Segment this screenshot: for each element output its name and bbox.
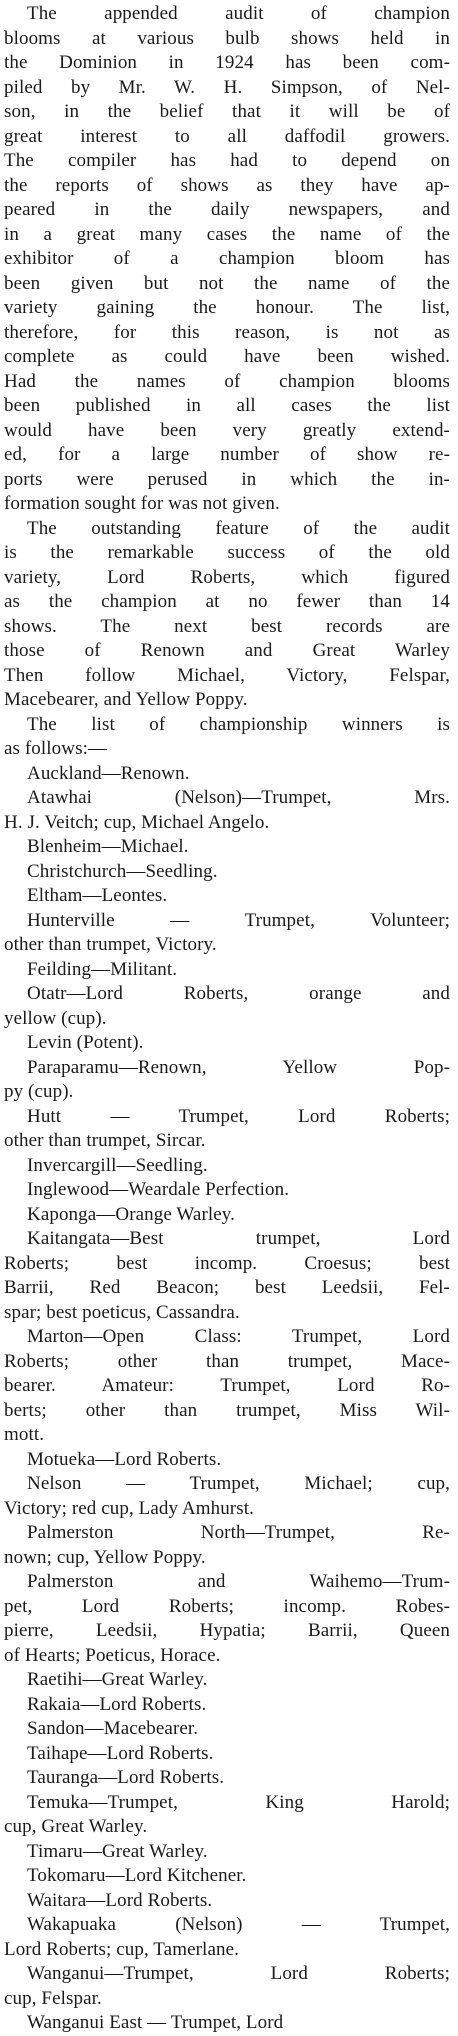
text-line: The outstanding feature of the audit	[27, 517, 450, 539]
text-line: other than trumpet, Victory.	[4, 934, 217, 955]
text-line: the reports of shows as they have ap-	[4, 174, 450, 196]
text-line: as the champion at no fewer than 14	[4, 591, 450, 612]
text-line: Sandon—Macebearer.	[27, 1718, 199, 1739]
text-line: in a great many cases the name of the	[4, 223, 450, 245]
text-line: other than trumpet, Sircar.	[4, 1130, 206, 1151]
text-line: yellow (cup).	[4, 1007, 107, 1029]
article-paragraph	[0, 884, 458, 909]
text-line: Palmerston and Waihemo—Trum-	[27, 1571, 450, 1592]
text-line: Waitara—Lord Roberts.	[27, 1889, 213, 1911]
article-paragraph	[0, 1889, 458, 1914]
text-line: therefore, for this reason, is not as	[4, 321, 450, 343]
text-line: Temuka—Trumpet, King Harold;	[27, 1791, 450, 1813]
text-line: complete as could have been wished.	[4, 346, 450, 367]
text-line: The list of championship winners is	[27, 713, 450, 735]
article-paragraph	[0, 517, 458, 713]
text-line: Taihape—Lord Roberts.	[27, 1742, 214, 1764]
article-paragraph	[0, 1178, 458, 1203]
text-line: been published in all cases the list	[4, 395, 450, 416]
text-line: cup, Felspar.	[4, 1987, 102, 2009]
text-line: Auckland—Renown.	[27, 762, 190, 784]
text-line: ports were perused in which the in-	[4, 468, 450, 490]
text-line: Raetihi—Great Warley.	[27, 1669, 208, 1690]
article-paragraph	[0, 1717, 458, 1742]
text-line: Hutt — Trumpet, Lord Roberts;	[27, 1105, 450, 1127]
text-line: Macebearer, and Yellow Poppy.	[4, 689, 248, 710]
text-line: Victory; red cup, Lady Amhurst.	[4, 1497, 254, 1519]
article-paragraph	[0, 1840, 458, 1865]
text-line: Paraparamu—Renown, Yellow Pop-	[27, 1056, 450, 1078]
text-line: of Hearts; Poeticus, Horace.	[4, 1644, 221, 1666]
article-paragraph	[0, 1791, 458, 1840]
text-line: Timaru—Great Warley.	[27, 1840, 208, 1862]
text-line: as follows:—	[4, 738, 108, 759]
article-paragraph	[0, 762, 458, 787]
text-line: Lord Roberts; cup, Tamerlane.	[4, 1938, 239, 1960]
article-paragraph	[0, 1521, 458, 1570]
text-line: Kaitangata—Best trumpet, Lord	[27, 1228, 450, 1249]
article-paragraph	[0, 1962, 458, 2011]
text-line: pierre, Leedsii, Hypatia; Barrii, Queen	[4, 1620, 450, 1641]
article-paragraph	[0, 1913, 458, 1962]
article-paragraph	[0, 958, 458, 983]
article-paragraph	[0, 1105, 458, 1154]
text-line: Wakapuaka (Nelson) — Trumpet,	[27, 1914, 450, 1935]
text-line: formation sought for was not given.	[4, 493, 280, 514]
article-paragraph	[0, 1742, 458, 1767]
text-line: Motueka—Lord Roberts.	[27, 1448, 222, 1470]
text-line: piled by Mr. W. H. Simpson, of Nel-	[4, 76, 450, 98]
article-paragraph	[0, 860, 458, 885]
text-line: Blenheim—Michael.	[27, 836, 189, 857]
article-paragraph	[0, 2011, 458, 2036]
text-line: Tokomaru—Lord Kitchener.	[27, 1865, 247, 1886]
text-line: Invercargill—Seedling.	[27, 1154, 208, 1176]
text-line: Roberts; other than trumpet, Mace-	[4, 1350, 450, 1372]
text-line: blooms at various bulb shows held in	[4, 27, 450, 49]
article-paragraph	[0, 909, 458, 958]
text-line: Levin (Potent).	[27, 1032, 144, 1053]
text-line: bearer. Amateur: Trumpet, Lord Ro-	[4, 1375, 450, 1396]
text-line: py (cup).	[4, 1081, 74, 1102]
article-paragraph	[0, 1031, 458, 1056]
text-line: berts; other than trumpet, Miss Wil-	[4, 1399, 450, 1421]
text-line: Christchurch—Seedling.	[27, 860, 218, 882]
article-paragraph	[0, 1203, 458, 1228]
article-paragraph	[0, 1056, 458, 1105]
text-line: Inglewood—Weardale Perfection.	[27, 1179, 290, 1200]
text-line: H. J. Veitch; cup, Michael Angelo.	[4, 811, 270, 833]
text-line: Kaponga—Orange Warley.	[27, 1203, 236, 1225]
article-paragraph	[0, 835, 458, 860]
text-line: cup, Great Warley.	[4, 1816, 148, 1837]
article-paragraph	[0, 2, 458, 517]
article-paragraph	[0, 1570, 458, 1668]
text-line: Tauranga—Lord Roberts.	[27, 1767, 225, 1788]
text-line: variety, Lord Roberts, which figured	[4, 566, 450, 588]
article-paragraph	[0, 1448, 458, 1473]
text-line: is the remarkable success of the old	[4, 542, 450, 563]
text-line: son, in the belief that it will be of	[4, 101, 450, 122]
article-paragraph	[0, 982, 458, 1031]
text-line: spar; best poeticus, Cassandra.	[4, 1301, 240, 1323]
text-line: those of Renown and Great Warley	[4, 640, 450, 661]
text-line: ed, for a large number of show re-	[4, 444, 450, 465]
text-line: Barrii, Red Beacon; best Leedsii, Fel-	[4, 1277, 450, 1298]
article-paragraph	[0, 1693, 458, 1718]
text-line: been given but not the name of the	[4, 272, 450, 294]
text-line: Roberts; best incomp. Croesus; best	[4, 1252, 450, 1274]
text-line: Eltham—Leontes.	[27, 885, 168, 906]
text-line: would have been very greatly extend-	[4, 419, 450, 441]
article-paragraph	[0, 1227, 458, 1325]
text-line: Nelson — Trumpet, Michael; cup,	[27, 1473, 450, 1494]
text-line: the Dominion in 1924 has been com-	[4, 52, 450, 73]
text-line: exhibitor of a champion bloom has	[4, 248, 450, 269]
text-line: peared in the daily newspapers, and	[4, 199, 450, 220]
text-line: Then follow Michael, Victory, Felspar,	[4, 664, 450, 686]
text-line: The appended audit of champion	[27, 3, 450, 24]
article-paragraph	[0, 1472, 458, 1521]
text-line: Hunterville — Trumpet, Volunteer;	[27, 909, 450, 931]
article-paragraph	[0, 1325, 458, 1448]
text-line: Marton—Open Class: Trumpet, Lord	[27, 1326, 450, 1347]
article-paragraph	[0, 1766, 458, 1791]
text-line: Wanganui—Trumpet, Lord Roberts;	[27, 1963, 450, 1984]
text-line: Had the names of champion blooms	[4, 370, 450, 392]
article-paragraph	[0, 713, 458, 762]
text-line: Otatr—Lord Roberts, orange and	[27, 983, 450, 1004]
text-line: variety gaining the honour. The list,	[4, 297, 450, 318]
text-line: mott.	[4, 1424, 45, 1445]
text-line: The compiler has had to depend on	[4, 150, 450, 171]
text-line: great interest to all daffodil growers.	[4, 125, 450, 147]
text-line: Wanganui East — Trumpet, Lord	[27, 2012, 284, 2033]
text-line: Rakaia—Lord Roberts.	[27, 1693, 207, 1715]
text-line: pet, Lord Roberts; incomp. Robes-	[4, 1595, 450, 1617]
text-line: Atawhai (Nelson)—Trumpet, Mrs.	[27, 787, 450, 808]
text-line: nown; cup, Yellow Poppy.	[4, 1546, 206, 1568]
article-paragraph	[0, 1668, 458, 1693]
text-line: shows. The next best records are	[4, 615, 450, 637]
text-line: Feilding—Militant.	[27, 958, 178, 980]
article-paragraph	[0, 1864, 458, 1889]
article-paragraph	[0, 786, 458, 835]
text-line: Palmerston North—Trumpet, Re-	[27, 1522, 450, 1543]
article-paragraph	[0, 1154, 458, 1179]
